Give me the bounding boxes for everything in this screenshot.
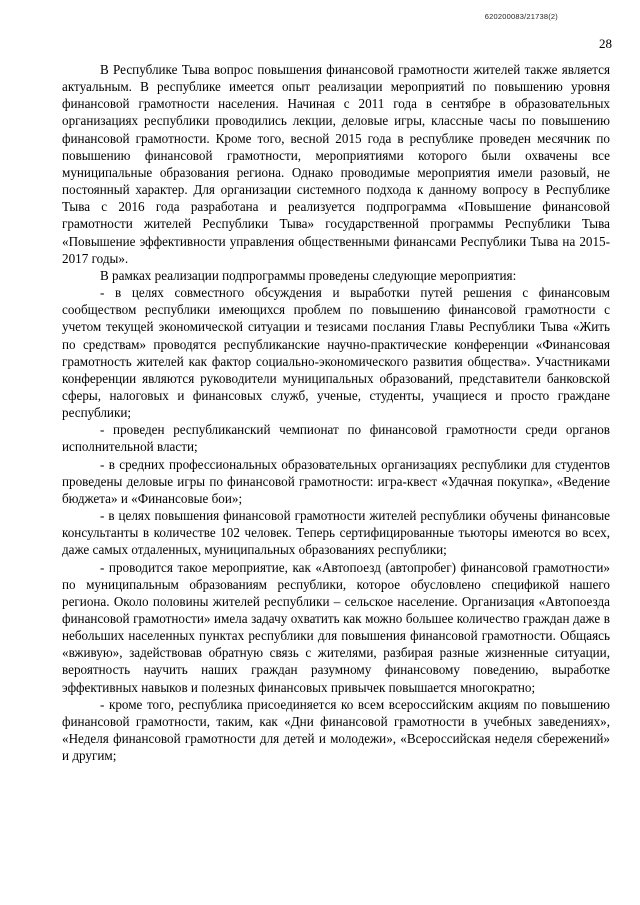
paragraph-business-games: - в средних профессиональных образовательных организациях республики для студентов проведены деловые игры по финансовой грамотности: игра-квест «Удачная покупка», «Ведение бюджета» и «Финансовые бои»; xyxy=(62,456,610,506)
paragraph-measures-lead: В рамках реализации подпрограммы проведены следующие мероприятия: xyxy=(100,267,517,283)
paragraph-consultants: - в целях повышения финансовой грамотности жителей республики обучены финансовые консультанты в количестве 102 человек. Теперь сертифицированные тьюторы имеются во всех, даже самых отдаленных, муниципальных образованиях республики; xyxy=(62,508,610,558)
paragraph-autotrain: - проводится такое мероприятие, как «Автопоезд (автопробег) финансовой грамотности» по муниципальным образованиям республики, которое обусловлено спецификой нашего региона. Около половины жителей республики – сельское население. Организация «Автопоезда финансовой грамотности» имела задачу охватить как можно большее количество граждан даже в небольших населенных пунктах республики для повышения финансовой грамотности. Общаясь «вживую», задействовав обратную связь с жителями, разбирая разные жизненные ситуации, вероятность научить наших граждан разумному финансовому поведению, выработке эффективных навыков и полезных финансовых привычек повышается многократно; xyxy=(62,559,610,695)
document-body xyxy=(62,61,610,764)
paragraph-championship: - проведен республиканский чемпионат по финансовой грамотности среди органов исполнительной власти; xyxy=(62,422,610,455)
paragraph-conferences: - в целях совместного обсуждения и выработки путей решения с финансовым сообществом республики имеющихся проблем по повышению финансовой грамотности с учетом текущей экономической ситуации и тезисами послания Главы Республики Тыва «Жить по средствам» проводятся республиканские научно-практические конференции «Финансовая грамотность жителей как фактор социально-экономического развития общества». Участниками конференции являются руководители муниципальных образований, представители банковской сферы, налоговых и финансовых служб, ученые, студенты, учащиеся и просто граждане республики; xyxy=(62,285,610,421)
page-number: 28 xyxy=(599,36,612,51)
paragraph-federal-actions: - кроме того, республика присоединяется ко всем всероссийским акциям по повышению финансовой грамотности, таким, как «Дни финансовой грамотности в учебных заведениях», «Неделя финансовой грамотности для детей и молодежи», «Всероссийская неделя сбережений» и другим; xyxy=(62,696,610,764)
paragraph-intro: В Республике Тыва вопрос повышения финансовой грамотности жителей также является актуальным. В республике имеется опыт реализации мероприятий по повышению уровня финансовой грамотности населения. Начиная с 2011 года в сентябре в образовательных организациях республики проводились лекции, деловые игры, классные часы по повышению финансовой грамотности. Кроме того, весной 2015 года в республике проведен месячник по повышению финансовой грамотности, мероприятиями которого были охвачены все муниципальные образования региона. Однако проводимые мероприятия имели разовый, не постоянный характер. Для организации системного подхода к данному вопросу в Республике Тыва с 2016 года разработана и реализуется подпрограмма «Повышение финансовой грамотности жителей Республики Тыва» государственной программы Республики Тыва «Повышение эффективности управления общественными финансами Республики Тыва на 2015-2017 годы». xyxy=(62,62,610,266)
document-id: 620200083/21738(2) xyxy=(484,12,558,21)
